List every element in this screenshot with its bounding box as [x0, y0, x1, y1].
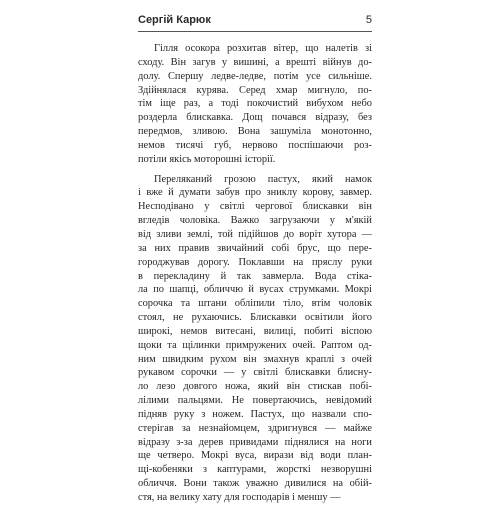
page-number: 5 — [365, 14, 372, 26]
text-line: ним швидким рухом він змахнув краплі з очей — [138, 353, 372, 365]
text-line: від зливи землі, той підійшов до воріт хутора — — [138, 228, 372, 240]
text-line: відразу з-за дерев привидами піднялися на ноги — [138, 436, 372, 448]
text-line: тім іще раз, а тоді покочистий вибухом небо — [138, 98, 372, 110]
text-line: стоял, не рухаючись. Блискавки освітили його — [138, 312, 372, 324]
text-line: сходу. Він загув у вишині, а врешті війнув до- — [138, 56, 372, 68]
header-rule — [138, 31, 372, 32]
text-line: лілими пальцями. Не повертаючись, невідомий — [138, 395, 372, 407]
text-line: потіли якісь моторошні історії. — [138, 153, 276, 165]
paragraph-container — [138, 42, 372, 505]
text-line: в перекладину й так завмерла. Вода стіка- — [138, 270, 372, 282]
body-text — [138, 42, 372, 505]
text-line: щі-кобеняки з каптурами, жорсткі незворушні — [138, 464, 372, 476]
text-line: підняв руку з ножем. Пастух, що назвали спо- — [138, 408, 372, 420]
text-line: обличчя. Вони також уважно дивилися на обій- — [138, 478, 372, 490]
text-line: роздерла блискавка. Дощ почався відразу, без — [138, 112, 372, 124]
author-name: Сергій Карюк — [138, 14, 211, 26]
text-line: ще четверо. Мокрі вуса, вирази від води план- — [138, 450, 372, 462]
text-line: Гілля осокора розхитав вітер, що налетів зі — [154, 43, 372, 54]
text-line: ло лезо довгого ножа, який він стискав побі- — [138, 381, 372, 393]
text-line: стя, на велику хату для господарів і меншу — — [138, 492, 341, 503]
text-line: сорочка та штани обліпили тіло, втім чоловік — [138, 298, 372, 310]
text-line: городжував дорогу. Поклавши на пряслу руки — [138, 256, 372, 268]
text-line: щоки та щілинки примружених очей. Раптом од- — [138, 339, 372, 351]
text-line: передмов, зливою. Вона зашуміла монотонно, — [138, 126, 372, 138]
text-line: Несподівано у світлі чергової блискавки він — [138, 201, 372, 213]
text-line: вгледів чоловіка. Важко загрузаючи у м'якій — [138, 215, 372, 227]
paragraph — [138, 42, 372, 167]
text-line: Переляканий грозою пастух, який намок — [154, 173, 372, 185]
text-line: широкі, немов витесані, вилиці, побиті віспою — [138, 325, 372, 337]
text-line: стерігав за незнайомцем, здригнувся — майже — [138, 422, 372, 434]
text-line: долу. Спершу ледве-ледве, потім усе сильніше. — [138, 70, 372, 82]
text-line: і вже й думати забув про зниклу корову, завмер. — [138, 187, 372, 199]
paragraph — [138, 173, 372, 505]
text-line: за них правив звичайний собі брус, що пере- — [138, 242, 372, 254]
text-line: рукавом сорочки — у світлі блискавки блисну- — [138, 367, 372, 379]
text-line: Здійнялася курява. Серед хмар мигнуло, по- — [138, 84, 372, 96]
text-line: ла по шапці, обличчю й вусах струмками. Мокрі — [138, 284, 372, 296]
text-line: немов тисячі губ, нервово поспішаючи роз- — [138, 139, 372, 151]
